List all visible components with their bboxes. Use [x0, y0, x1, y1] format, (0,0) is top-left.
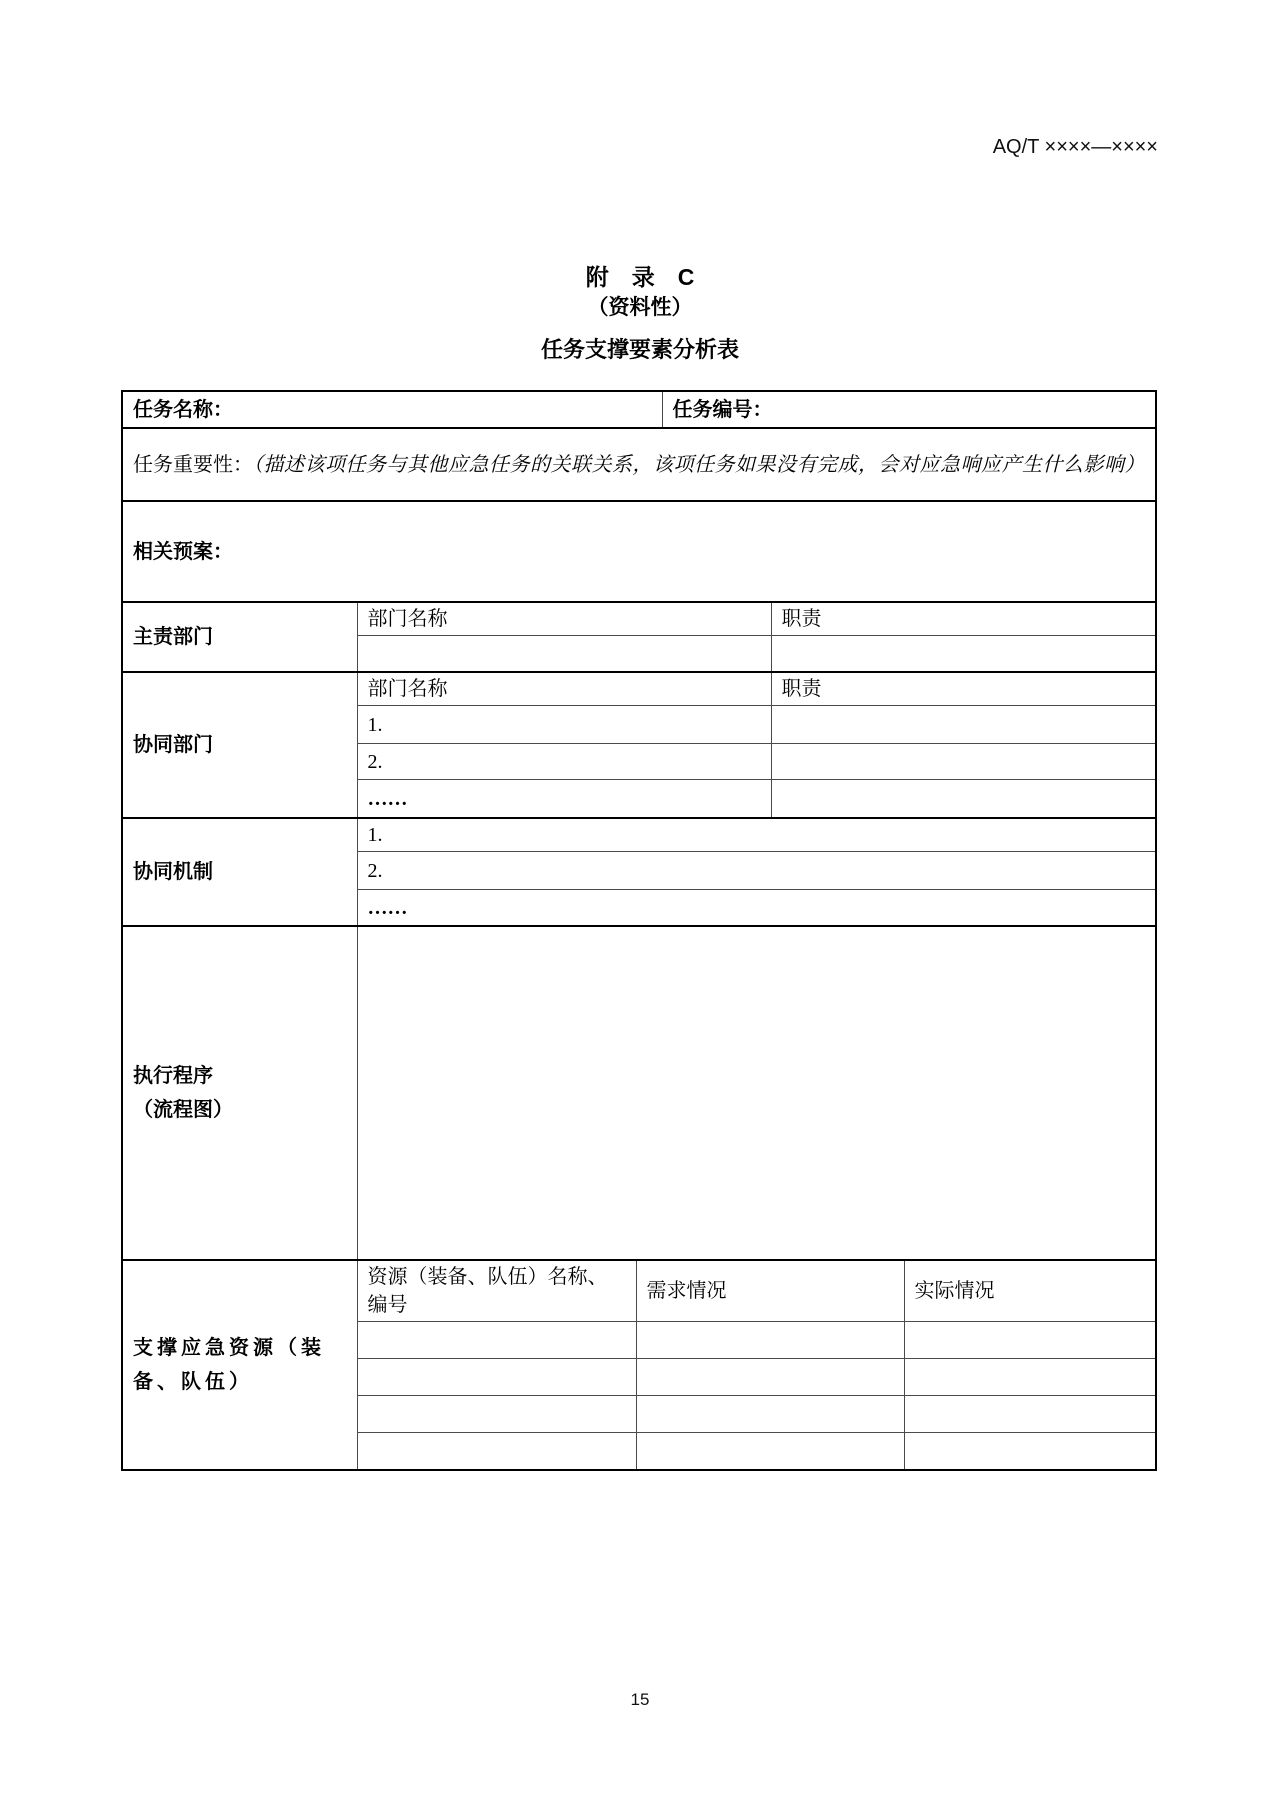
coord-dept-row-1: 1. — [357, 706, 771, 744]
appendix-kind: （资料性） — [587, 296, 693, 319]
coord-dept-row-2: 2. — [357, 744, 771, 780]
coord-dept-duty-1 — [771, 706, 1156, 744]
procedure-label-cell — [122, 926, 357, 1260]
resources-name-header: 资源（装备、队伍）名称、编号 — [357, 1260, 636, 1322]
procedure-label: 执行程序（流程图） — [133, 1065, 233, 1121]
page-number: 15 — [630, 1690, 650, 1709]
resources-demand-4 — [636, 1433, 904, 1471]
row-lead-dept-header — [122, 602, 1156, 636]
row-resources-header — [122, 1260, 1156, 1322]
resources-actual-header: 实际情况 — [904, 1260, 1156, 1322]
coord-dept-row-more: …… — [357, 780, 771, 819]
task-importance-cell — [122, 428, 1156, 501]
resources-actual-1 — [904, 1322, 1156, 1359]
row-related-plans — [122, 501, 1156, 602]
row-coord-dept-header — [122, 672, 1156, 706]
resources-actual-2 — [904, 1359, 1156, 1396]
row-coord-mech-1 — [122, 818, 1156, 852]
lead-dept-duty-header: 职责 — [771, 602, 1156, 636]
coord-mech-row-1: 1. — [357, 818, 1156, 852]
resources-label-cell — [122, 1260, 357, 1470]
coord-mech-row-more: …… — [357, 890, 1156, 927]
coord-dept-duty-2 — [771, 744, 1156, 780]
coord-dept-name-header: 部门名称 — [357, 672, 771, 706]
resources-name-3 — [357, 1396, 636, 1433]
resources-name-4 — [357, 1433, 636, 1471]
coord-dept-label: 协同部门 — [122, 672, 357, 818]
resources-actual-4 — [904, 1433, 1156, 1471]
lead-dept-label: 主责部门 — [122, 602, 357, 672]
task-no-cell: 任务编号： — [662, 391, 1156, 428]
resources-actual-3 — [904, 1396, 1156, 1433]
table-title: 任务支撑要素分析表 — [540, 337, 739, 362]
resources-demand-1 — [636, 1322, 904, 1359]
resources-label: 支撑应急资源（装备、队伍） — [133, 1337, 325, 1393]
row-task-name — [122, 391, 1156, 428]
row-task-importance — [122, 428, 1156, 501]
coord-dept-duty-header: 职责 — [771, 672, 1156, 706]
appendix-title: 附 录 C — [585, 264, 695, 290]
procedure-content-cell — [357, 926, 1156, 1260]
resources-name-2 — [357, 1359, 636, 1396]
row-procedure — [122, 926, 1156, 1260]
task-name-cell: 任务名称： — [122, 391, 662, 428]
coord-dept-duty-more — [771, 780, 1156, 819]
resources-name-1 — [357, 1322, 636, 1359]
resources-demand-3 — [636, 1396, 904, 1433]
resources-demand-2 — [636, 1359, 904, 1396]
lead-dept-duty-cell — [771, 636, 1156, 673]
lead-dept-name-header: 部门名称 — [357, 602, 771, 636]
standard-code: AQ/T ××××—×××× — [992, 136, 1158, 158]
coord-mech-label: 协同机制 — [122, 818, 357, 926]
resources-demand-header: 需求情况 — [636, 1260, 904, 1322]
task-importance-label: 任务重要性： — [133, 453, 253, 476]
coord-mech-row-2: 2. — [357, 852, 1156, 890]
task-importance-note: （描述该项任务与其他应急任务的关联关系，该项任务如果没有完成，会对应急响应产生什么影响） — [253, 453, 1145, 476]
lead-dept-name-cell — [357, 636, 771, 673]
task-support-analysis-table — [121, 390, 1157, 1471]
related-plans-cell: 相关预案： — [122, 501, 1156, 602]
title-block — [0, 262, 1280, 368]
